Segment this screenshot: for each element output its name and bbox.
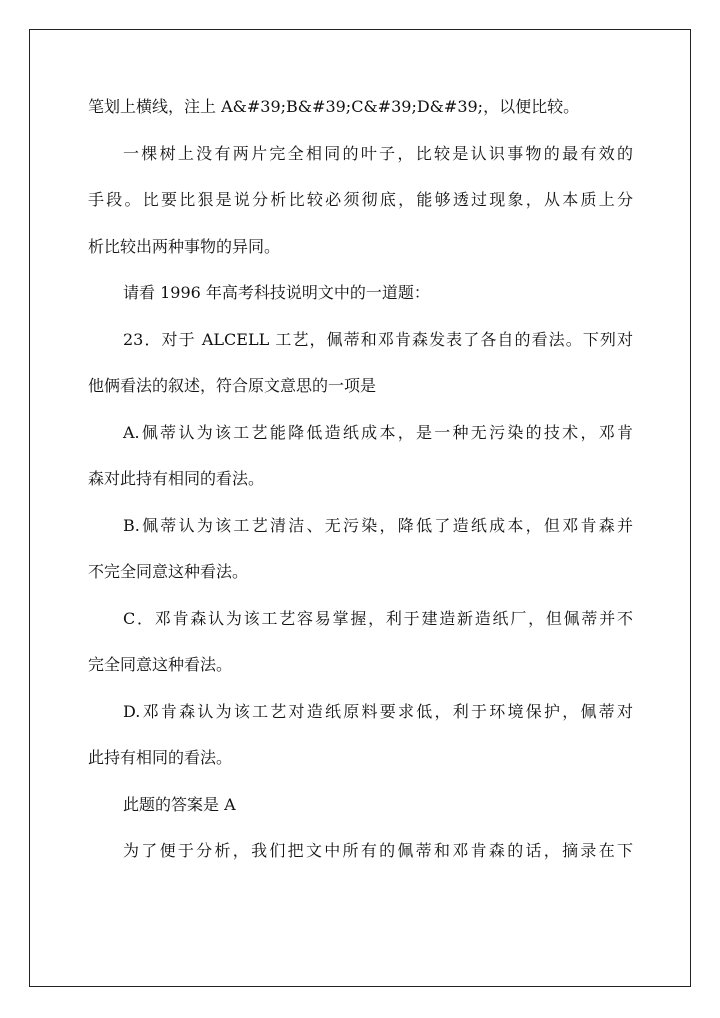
option-c-line: C．邓肯森认为该工艺容易掌握，利于建造新造纸厂，但佩蒂并不 [123,608,633,628]
text-line: 笔划上横线，注上 A&#39;B&#39;C&#39;D&#39;，以便比较。 [88,97,580,116]
question-stem-line: 23．对于 ALCELL 工艺，佩蒂和邓肯森发表了各自的看法。下列对 [123,329,633,349]
text-line: 为了便于分析，我们把文中所有的佩蒂和邓肯森的话，摘录在下 [123,841,633,860]
document-body [88,92,633,883]
text-line: 请看 1996 年高考科技说明文中的一道题： [123,283,430,302]
text-line: 析比较出两种事物的异同。 [88,236,281,256]
option-a-line: 森对此持有相同的看法。 [88,469,265,488]
option-b-line: B.佩蒂认为该工艺清洁、无污染，降低了造纸成本，但邓肯森并 [123,515,633,535]
option-d-line: 此持有相同的看法。 [88,748,233,767]
answer-line: 此题的答案是 A [123,794,236,814]
option-d-line: D.邓肯森认为该工艺对造纸原料要求低，利于环境保护，佩蒂对 [123,701,633,721]
option-c-line: 完全同意这种看法。 [88,655,233,674]
option-b-line: 不完全同意这种看法。 [88,562,249,581]
option-a-line: A.佩蒂认为该工艺能降低造纸成本，是一种无污染的技术，邓肯 [123,422,633,442]
text-line: 一棵树上没有两片完全相同的叶子，比较是认识事物的最有效的 [123,143,633,163]
text-line: 手段。比要比狠是说分析比较必须彻底，能够透过现象，从本质上分 [88,190,633,209]
question-stem-line: 他俩看法的叙述，符合原文意思的一项是 [88,376,377,395]
